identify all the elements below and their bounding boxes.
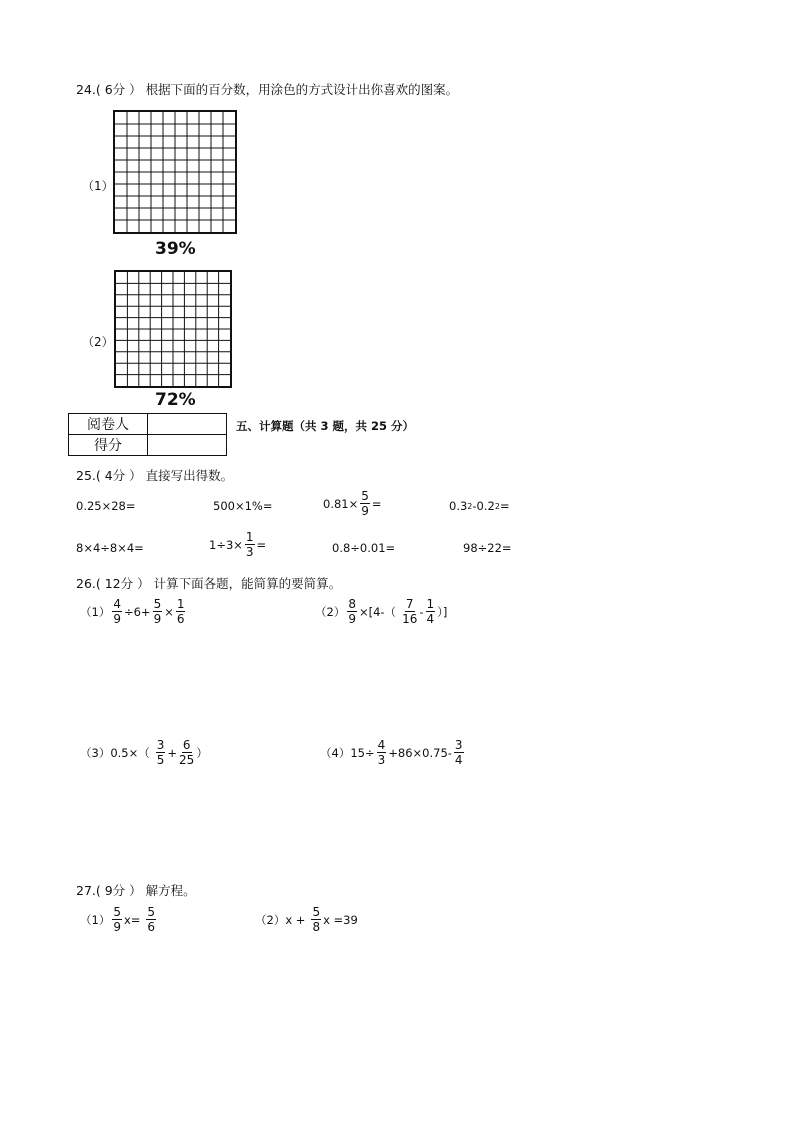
hundred-grid-1 <box>113 110 237 234</box>
q26-title: 26.( 12分 ） 计算下面各题，能简算的要简算。 <box>76 576 342 591</box>
q27-part-2: （2） x + $\frac{5}{8}$ x =39 <box>255 905 358 934</box>
fraction-5-9: $\frac{5}{9}$ <box>361 489 369 518</box>
q25-expr-7: 0.8÷0.01= <box>332 541 396 555</box>
q24-title: 24.( 6分 ） 根据下面的百分数，用涂色的方式设计出你喜欢的图案。 <box>76 82 459 97</box>
hundred-grid-2 <box>114 270 232 388</box>
reviewer-cell[interactable] <box>148 414 227 435</box>
fraction-1-3: $\frac{1}{3}$ <box>245 530 254 559</box>
q25-title: 25.( 4分 ） 直接写出得数。 <box>76 468 234 483</box>
q25-expr-4: 0.3 2 -0.2 2 = <box>449 499 510 513</box>
q25-expr-6: 1÷3× $\frac{1}{3}$ = <box>209 530 267 559</box>
q27-title: 27.( 9分 ） 解方程。 <box>76 883 196 898</box>
q25-expr-3: 0.81× $\frac{5}{9}$ = <box>323 489 382 518</box>
q25-expr-2: 500×1%= <box>213 499 273 513</box>
grid-lines-2 <box>116 272 230 386</box>
q26-part-1: （1） $\frac{4}{9}$ ÷6+ $\frac{5}{9}$ × $\frac{1}{6}$ <box>80 597 185 626</box>
reviewer-label: 阅卷人 <box>69 414 148 435</box>
section-5-title: 五、计算题（共 3 题，共 25 分） <box>236 419 415 433</box>
score-table <box>68 413 227 456</box>
q25-expr-1: 0.25×28= <box>76 499 136 513</box>
q27-part-1: （1） $\frac{5}{9}$ x= $\frac{5}{6}$ <box>80 905 156 934</box>
q25-expr-5: 8×4÷8×4= <box>76 541 144 555</box>
q25-expr-8: 98÷22= <box>463 541 512 555</box>
q24-part1-label: （1） <box>82 179 114 193</box>
q26-part-3: （3） 0.5×（ $\frac{3}{5}$ + $\frac{6}{25}$ ） <box>80 738 208 767</box>
percent-39: 39% <box>155 239 196 259</box>
score-cell[interactable] <box>148 435 227 456</box>
q26-part-4: （4） 15÷ $\frac{4}{3}$ +86×0.75- $\frac{3}{4}$ <box>320 738 463 767</box>
grid-lines-1 <box>115 112 235 232</box>
q26-part-2: （2） $\frac{8}{9}$ ×[4-（ $\frac{7}{16}$ - $\frac{1}{4}$ ）] <box>315 597 448 626</box>
q24-part2-label: （2） <box>82 335 114 349</box>
score-label: 得分 <box>69 435 148 456</box>
percent-72: 72% <box>155 390 196 410</box>
